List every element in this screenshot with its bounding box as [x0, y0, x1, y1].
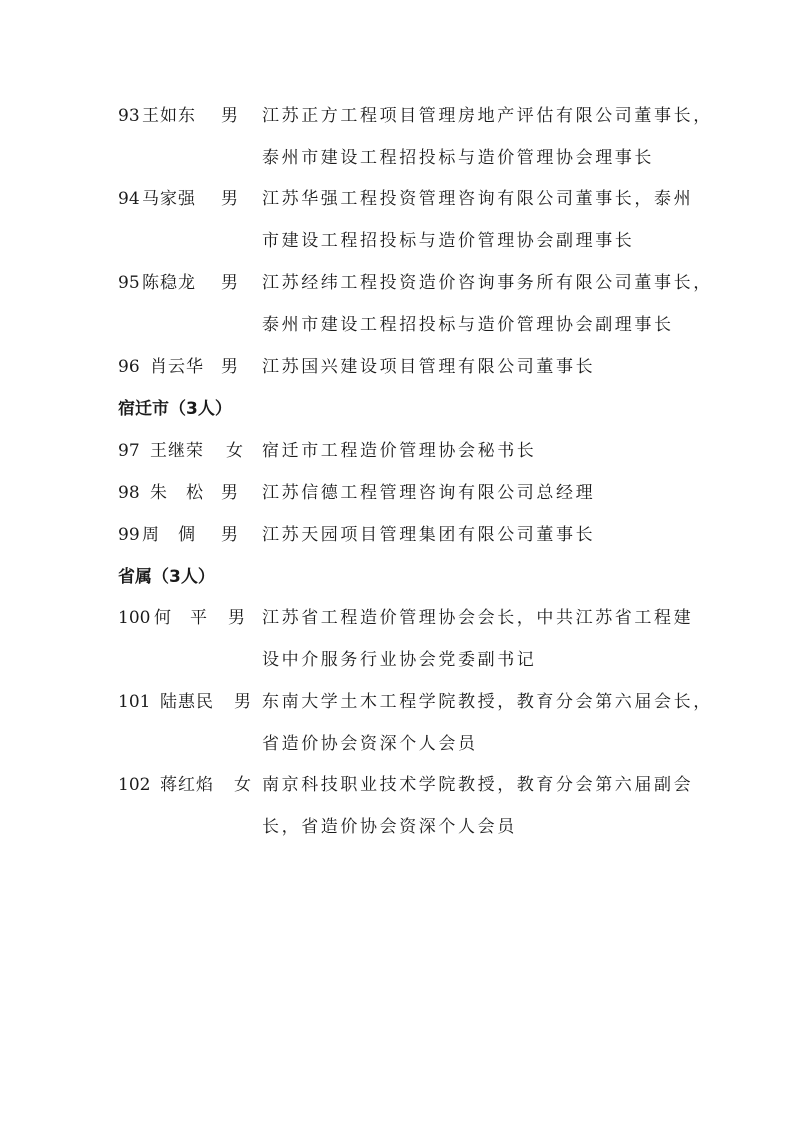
- entry-name: 肖云华: [150, 357, 204, 377]
- entry-name: 陆惠民: [160, 692, 214, 712]
- entry-number: 100: [118, 608, 151, 628]
- entry-title: 江苏信德工程管理咨询有限公司总经理: [262, 483, 596, 503]
- entry-name: 朱 松: [150, 483, 204, 503]
- entry-title: 南京科技职业技术学院教授，教育分会第六届副会: [262, 775, 694, 795]
- entry-gender: 男: [221, 189, 238, 209]
- entry-name: 周 倜: [142, 525, 196, 545]
- entry-gender: 男: [221, 525, 238, 545]
- entry-gender: 男: [221, 273, 238, 293]
- entry-title-line: 长，省造价协会资深个人会员: [262, 817, 517, 837]
- entry-title: 江苏正方工程项目管理房地产评估有限公司董事长，: [262, 106, 713, 126]
- entry-name: 陈稳龙: [142, 273, 196, 293]
- entry-number: 96: [118, 357, 140, 377]
- entry-name: 蒋红焰: [160, 775, 214, 795]
- entry-gender: 男: [234, 692, 251, 712]
- section-title-provincial: 省属（3人）: [118, 567, 215, 587]
- entry-number: 101: [118, 692, 151, 712]
- entry-number: 99: [118, 525, 140, 545]
- entry-name: 王继荣: [150, 441, 204, 461]
- entry-name: 何 平: [154, 608, 208, 628]
- entry-title-line: 省造价协会资深个人会员: [262, 734, 478, 754]
- entry-number: 102: [118, 775, 151, 795]
- entry-title: 江苏天园项目管理集团有限公司董事长: [262, 525, 596, 545]
- entry-number: 94: [118, 189, 140, 209]
- entry-title: 江苏省工程造价管理协会会长，中共江苏省工程建: [262, 608, 694, 628]
- entry-number: 98: [118, 483, 140, 503]
- entry-title: 江苏华强工程投资管理咨询有限公司董事长，泰州: [262, 189, 694, 209]
- entry-number: 97: [118, 441, 140, 461]
- entry-title: 宿迁市工程造价管理协会秘书长: [262, 441, 537, 461]
- entry-gender: 女: [234, 775, 251, 795]
- entry-title-line: 市建设工程招投标与造价管理协会副理事长: [262, 231, 635, 251]
- entry-number: 95: [118, 273, 140, 293]
- entry-gender: 男: [221, 106, 238, 126]
- entry-title: 江苏国兴建设项目管理有限公司董事长: [262, 357, 596, 377]
- section-title-suqian: 宿迁市（3人）: [118, 399, 232, 419]
- entry-title: 东南大学土木工程学院教授，教育分会第六届会长，: [262, 692, 713, 712]
- entry-number: 93: [118, 106, 140, 126]
- entry-name: 王如东: [142, 106, 196, 126]
- entry-gender: 男: [221, 483, 238, 503]
- entry-title-line: 设中介服务行业协会党委副书记: [262, 650, 537, 670]
- entry-gender: 男: [221, 357, 238, 377]
- entry-name: 马家强: [142, 189, 196, 209]
- entry-title-line: 泰州市建设工程招投标与造价管理协会副理事长: [262, 315, 674, 335]
- entry-title: 江苏经纬工程投资造价咨询事务所有限公司董事长，: [262, 273, 713, 293]
- entry-gender: 男: [228, 608, 245, 628]
- entry-title-line: 泰州市建设工程招投标与造价管理协会理事长: [262, 148, 654, 168]
- entry-gender: 女: [226, 441, 243, 461]
